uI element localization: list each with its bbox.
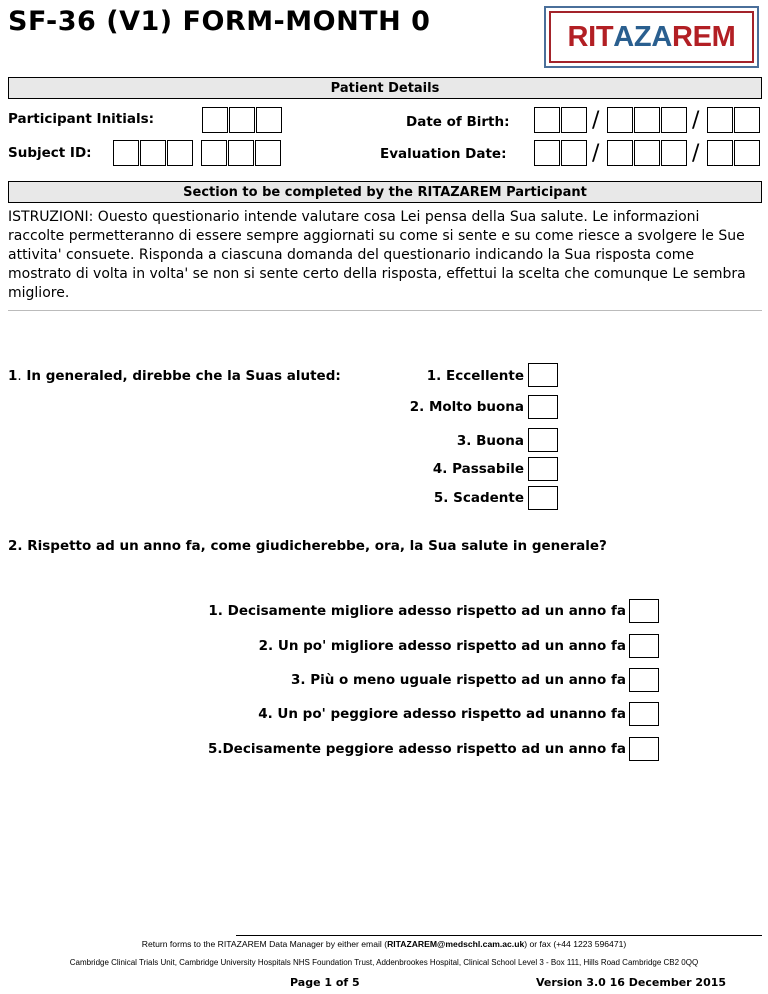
q1-option-1-checkbox[interactable]: [528, 363, 558, 387]
q2-option-1-label: 1. Decisamente migliore adesso rispetto ad un anno fa: [208, 603, 626, 619]
q2-option-2-label: 2. Un po' migliore adesso rispetto ad un anno fa: [258, 638, 626, 654]
footer-address: Cambridge Clinical Trials Unit, Cambridge University Hospitals NHS Foundation Trust, Addenbrookes Hospital, Clinical School Level 3 - Box 111, Hills Road Cambridge CB2 0QQ: [69, 958, 699, 967]
q1-option-3-checkbox[interactable]: [528, 428, 558, 452]
participant-section-heading: Section to be completed by the RITAZAREM Participant: [8, 181, 762, 203]
dob-label: Date of Birth:: [406, 114, 510, 130]
dob-month-box-2[interactable]: [634, 107, 660, 133]
q2-option-2-checkbox[interactable]: [629, 634, 659, 658]
form-title: SF-36 (V1) FORM-MONTH 0: [8, 6, 431, 37]
q2-option-5-checkbox[interactable]: [629, 737, 659, 761]
initials-box-1[interactable]: [202, 107, 228, 133]
initials-box-3[interactable]: [256, 107, 282, 133]
q1-option-4-label: 4. Passabile: [432, 461, 524, 477]
q2-option-1-checkbox[interactable]: [629, 599, 659, 623]
version-date: Version 3.0 16 December 2015: [536, 976, 727, 989]
divider: [8, 310, 762, 311]
q1-option-5-label: 5. Scadente: [433, 490, 524, 506]
evaluation-date-label: Evaluation Date:: [380, 146, 507, 162]
eval-month-box-3[interactable]: [661, 140, 687, 166]
q2-option-3-checkbox[interactable]: [629, 668, 659, 692]
q1-option-4-checkbox[interactable]: [528, 457, 558, 481]
q1-option-2-label: 2. Molto buona: [409, 399, 524, 415]
subject-id-box-4[interactable]: [201, 140, 227, 166]
dob-year-box-1[interactable]: [707, 107, 733, 133]
q2-option-5-label: 5.Decisamente peggiore adesso rispetto ad un anno fa: [207, 741, 626, 757]
eval-month-box-1[interactable]: [607, 140, 633, 166]
dob-year-box-2[interactable]: [734, 107, 760, 133]
q1-option-1-label: 1. Eccellente: [426, 368, 524, 384]
q2-option-4-label: 4. Un po' peggiore adesso rispetto ad unanno fa: [258, 706, 626, 722]
subject-id-box-2[interactable]: [140, 140, 166, 166]
subject-id-box-3[interactable]: [167, 140, 193, 166]
eval-year-box-2[interactable]: [734, 140, 760, 166]
date-separator: /: [592, 141, 600, 166]
q1-option-3-label: 3. Buona: [456, 433, 524, 449]
eval-day-box-1[interactable]: [534, 140, 560, 166]
q1-option-2-checkbox[interactable]: [528, 395, 558, 419]
patient-details-heading: Patient Details: [8, 77, 762, 99]
date-separator: /: [692, 141, 700, 166]
question-1-text: 1. In generaled, direbbe che la Suas aluted:: [8, 368, 341, 384]
q1-option-5-checkbox[interactable]: [528, 486, 558, 510]
eval-month-box-2[interactable]: [634, 140, 660, 166]
subject-id-box-1[interactable]: [113, 140, 139, 166]
page-number: Page 1 of 5: [290, 976, 360, 989]
initials-box-2[interactable]: [229, 107, 255, 133]
question-2-text: 2. Rispetto ad un anno fa, come giudicherebbe, ora, la Sua salute in generale?: [8, 538, 607, 554]
footer-return-info: Return forms to the RITAZAREM Data Manager by either email (RITAZAREM@medschl.cam.ac.uk) or fax (+44 1223 596471): [141, 939, 627, 949]
date-separator: /: [692, 108, 700, 133]
eval-day-box-2[interactable]: [561, 140, 587, 166]
dob-day-box-2[interactable]: [561, 107, 587, 133]
q2-option-4-checkbox[interactable]: [629, 702, 659, 726]
q2-option-3-label: 3. Più o meno uguale rispetto ad un anno fa: [290, 672, 626, 688]
eval-year-box-1[interactable]: [707, 140, 733, 166]
footer-rule: [236, 935, 762, 936]
dob-month-box-3[interactable]: [661, 107, 687, 133]
instructions-text: ISTRUZIONI: Ouesto questionario intende valutare cosa Lei pensa della Sua salute. Le informazioni raccolte permetteranno di essere sempre aggiornati su come si sente e su come riesce a svolgere le Sue attivita' consuete. Risponda a ciascuna domanda del questionario indicando la Sua risposta come mostrato di volta in volta' se non si sente certo della risposta, effettui la scelta che comunque Le sembra migliore.: [8, 209, 746, 301]
date-separator: /: [592, 108, 600, 133]
participant-initials-label: Participant Initials:: [8, 111, 155, 127]
ritazarem-logo: RIT AZA REM: [544, 6, 759, 68]
dob-month-box-1[interactable]: [607, 107, 633, 133]
subject-id-label: Subject ID:: [8, 145, 92, 161]
subject-id-box-5[interactable]: [228, 140, 254, 166]
dob-day-box-1[interactable]: [534, 107, 560, 133]
subject-id-box-6[interactable]: [255, 140, 281, 166]
